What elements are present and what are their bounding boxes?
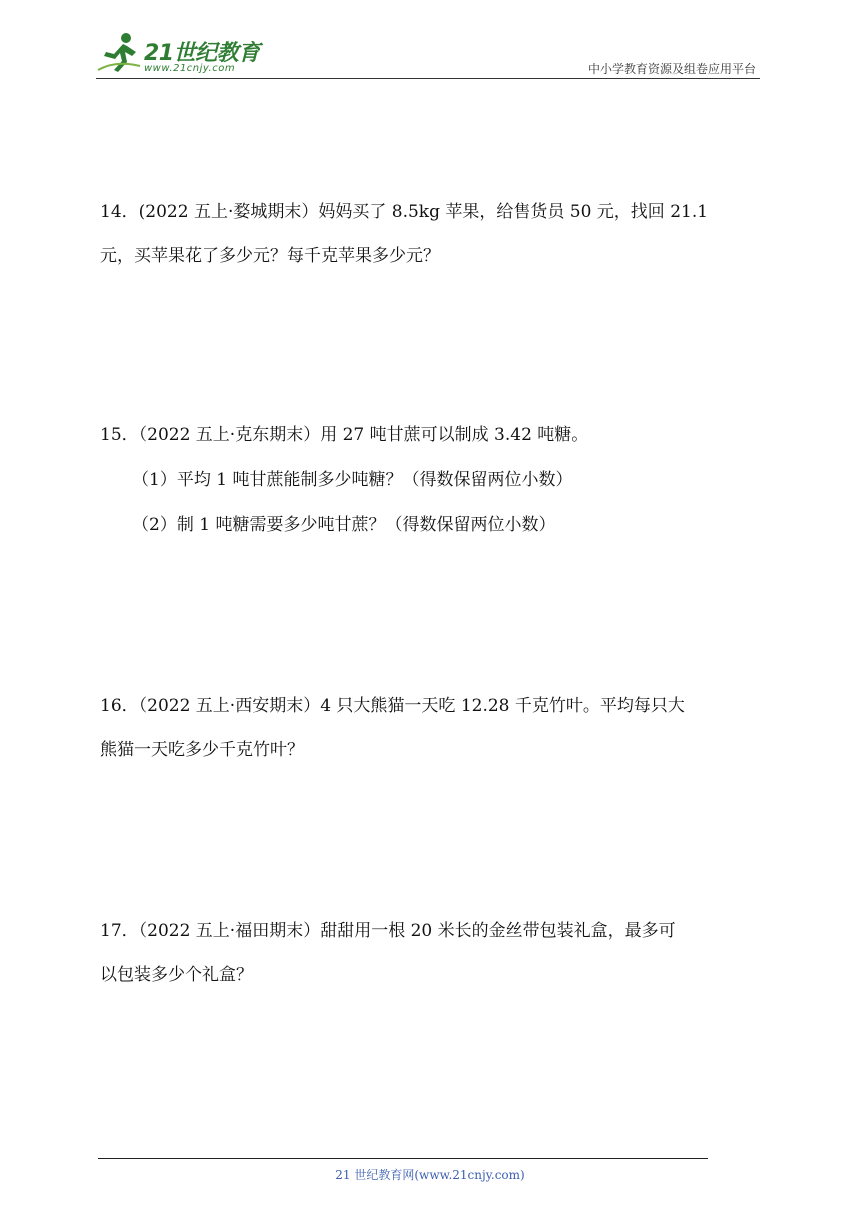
logo-title: 21世纪教育 — [144, 41, 260, 66]
question-16 — [100, 684, 764, 772]
footer-text[interactable]: 21 世纪教育网(www.21cnjy.com) — [335, 1168, 525, 1182]
runner-logo-icon — [96, 30, 142, 74]
logo-url: www.21cnjy.com — [144, 63, 236, 74]
subquestion-2: （2）制 1 吨糖需要多少吨甘蔗？（得数保留两位小数） — [132, 515, 556, 535]
question-number: 15． — [100, 425, 139, 445]
question-14 — [100, 190, 764, 278]
question-line: 熊猫一天吃多少千克竹叶？ — [100, 740, 304, 760]
question-text: （2022 五上·克东期末）用 27 吨甘蔗可以制成 3.42 吨糖。 — [138, 425, 589, 445]
question-line — [100, 909, 764, 953]
question-15 — [100, 413, 764, 457]
question-line — [100, 190, 764, 234]
question-text: （2022 五上·福田期末）甜甜用一根 20 米长的金丝带包装礼盒，最多可 — [138, 921, 676, 941]
question-number: 14． — [100, 202, 139, 222]
question-text: （2022 五上·西安期末）4 只大熊猫一天吃 12.28 千克竹叶。平均每只大 — [138, 696, 685, 716]
header-tagline: 中小学教育资源及组卷应用平台 — [587, 62, 756, 76]
footer-divider — [98, 1158, 708, 1159]
question-text: (2022 五上·婺城期末）妈妈买了 8.5kg 苹果，给售货员 50 元，找回 21.1 — [138, 202, 709, 222]
header-divider — [96, 78, 760, 79]
question-line: 以包装多少个礼盒？ — [100, 965, 253, 985]
question-number: 16． — [100, 696, 139, 716]
page-header — [96, 30, 756, 78]
question-17 — [100, 909, 764, 997]
subquestion-1: （1）平均 1 吨甘蔗能制多少吨糖？（得数保留两位小数） — [132, 470, 573, 490]
question-line: 元，买苹果花了多少元？每千克苹果多少元？ — [100, 246, 440, 266]
question-number: 17． — [100, 921, 139, 941]
question-line — [100, 684, 764, 728]
logo — [96, 30, 266, 76]
question-line — [100, 413, 764, 457]
